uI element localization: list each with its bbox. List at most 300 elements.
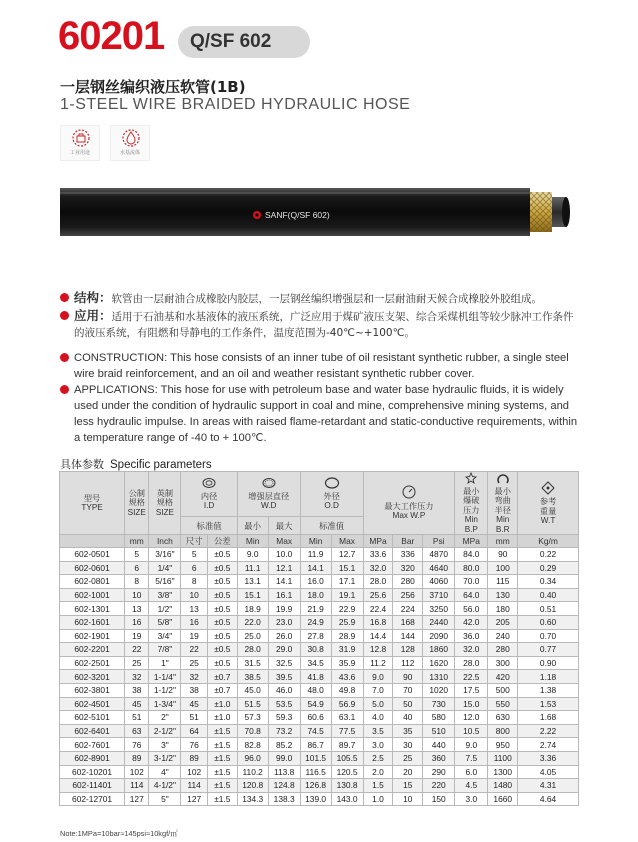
- table-cell: 114: [181, 779, 207, 793]
- table-cell: 59.3: [268, 711, 300, 725]
- table-cell: 25.0: [237, 629, 268, 643]
- table-cell: 630: [488, 711, 518, 725]
- table-cell: 602-11401: [60, 779, 125, 793]
- table-cell: 130: [488, 588, 518, 602]
- table-cell: 13.1: [237, 575, 268, 589]
- table-cell: 102: [125, 765, 149, 779]
- table-cell: 280: [488, 643, 518, 657]
- table-cell: 11.9: [300, 548, 331, 562]
- table-cell: 550: [488, 697, 518, 711]
- table-cell: 0.34: [518, 575, 579, 589]
- table-row: [60, 548, 579, 562]
- table-cell: 51: [125, 711, 149, 725]
- table-cell: 29.0: [268, 643, 300, 657]
- header-weight: 参考 重量 W.T: [518, 472, 579, 535]
- table-cell: 19: [125, 629, 149, 643]
- table-cell: 40: [393, 711, 423, 725]
- table-cell: 70.0: [455, 575, 488, 589]
- table-cell: 23.0: [268, 615, 300, 629]
- unit-note: Note:1MPa=10bar≈145psi≈10kgf/㎡: [60, 829, 178, 838]
- table-cell: 28.0: [455, 656, 488, 670]
- bullet-icon: [60, 293, 69, 302]
- table-cell: 6: [181, 561, 207, 575]
- table-cell: 86.7: [300, 738, 331, 752]
- header-bend-radius: 最小 弯曲 半径 Min B.R: [488, 472, 518, 535]
- table-cell: 16: [125, 615, 149, 629]
- table-cell: 124.8: [268, 779, 300, 793]
- table-cell: 580: [423, 711, 455, 725]
- table-cell: 12.7: [331, 548, 363, 562]
- table-cell: 22: [125, 643, 149, 657]
- table-cell: 138.3: [268, 792, 300, 806]
- table-cell: 602-2501: [60, 656, 125, 670]
- table-cell: 130.8: [331, 779, 363, 793]
- table-cell: 0.40: [518, 588, 579, 602]
- table-cell: 113.8: [268, 765, 300, 779]
- table-cell: 3": [149, 738, 181, 752]
- table-cell: ±0.5: [207, 643, 237, 657]
- table-cell: 39.5: [268, 670, 300, 684]
- table-row: [60, 615, 579, 629]
- table-cell: 602-6401: [60, 724, 125, 738]
- table-cell: 1.53: [518, 697, 579, 711]
- table-cell: 4.0: [363, 711, 393, 725]
- table-cell: ±0.7: [207, 683, 237, 697]
- industrial-use-label: 工业用途: [69, 150, 90, 156]
- table-cell: ±0.7: [207, 670, 237, 684]
- table-cell: 602-1901: [60, 629, 125, 643]
- table-cell: 43.6: [331, 670, 363, 684]
- table-cell: 602-1001: [60, 588, 125, 602]
- table-cell: 74.5: [300, 724, 331, 738]
- table-cell: 3.0: [363, 738, 393, 752]
- table-cell: 27.8: [300, 629, 331, 643]
- hose-print-text: SANF(Q/SF 602): [265, 210, 330, 220]
- table-cell: 16.1: [268, 588, 300, 602]
- table-cell: ±1.0: [207, 697, 237, 711]
- table-cell: 10: [125, 588, 149, 602]
- table-cell: 76: [181, 738, 207, 752]
- bullet-icon: [60, 353, 69, 362]
- table-cell: 3/8": [149, 588, 181, 602]
- table-cell: 602-0601: [60, 561, 125, 575]
- table-cell: ±1.5: [207, 751, 237, 765]
- outer-diameter-icon: [324, 477, 340, 489]
- spec-title: 具体参数 Specific parameters: [60, 458, 212, 471]
- table-cell: 128: [393, 643, 423, 657]
- unit-cell: mm: [125, 535, 149, 548]
- table-cell: 6.0: [455, 765, 488, 779]
- table-cell: 25: [181, 656, 207, 670]
- table-cell: 0.51: [518, 602, 579, 616]
- table-cell: 11.2: [363, 656, 393, 670]
- table-cell: 360: [423, 751, 455, 765]
- table-row: [60, 792, 579, 806]
- table-row: [60, 575, 579, 589]
- table-cell: ±0.5: [207, 615, 237, 629]
- table-cell: 2090: [423, 629, 455, 643]
- table-cell: 3/16": [149, 548, 181, 562]
- table-cell: 280: [393, 575, 423, 589]
- industrial-use-badge: [60, 125, 100, 161]
- table-cell: 73.2: [268, 724, 300, 738]
- table-cell: 57.3: [237, 711, 268, 725]
- table-cell: 90: [488, 548, 518, 562]
- table-cell: 64: [181, 724, 207, 738]
- table-cell: 38.5: [237, 670, 268, 684]
- table-cell: 25.9: [331, 615, 363, 629]
- table-cell: 114: [125, 779, 149, 793]
- table-cell: 28.0: [363, 575, 393, 589]
- table-cell: 1310: [423, 670, 455, 684]
- water-based-fluid-label: 水基流体: [119, 150, 140, 156]
- table-row: [60, 697, 579, 711]
- table-cell: 144: [393, 629, 423, 643]
- table-cell: 602-5101: [60, 711, 125, 725]
- table-row: [60, 643, 579, 657]
- table-cell: 2.22: [518, 724, 579, 738]
- table-cell: 10.5: [455, 724, 488, 738]
- table-cell: 4-1/2": [149, 779, 181, 793]
- table-cell: 14.4: [363, 629, 393, 643]
- table-cell: 22: [181, 643, 207, 657]
- header-burst-pressure: 最小 爆破 压力 Min B.P: [455, 472, 488, 535]
- table-cell: 15.0: [455, 697, 488, 711]
- table-cell: 21.9: [300, 602, 331, 616]
- table-cell: 46.0: [268, 683, 300, 697]
- table-cell: 500: [488, 683, 518, 697]
- table-cell: 25.6: [363, 588, 393, 602]
- unit-cell: Kg/m: [518, 535, 579, 548]
- table-cell: ±0.5: [207, 561, 237, 575]
- header-wire-diameter: 增强层直径 W.D: [237, 472, 300, 517]
- table-cell: 0.29: [518, 561, 579, 575]
- table-cell: 32: [181, 670, 207, 684]
- table-cell: 48.0: [300, 683, 331, 697]
- table-cell: 1620: [423, 656, 455, 670]
- table-cell: 510: [423, 724, 455, 738]
- table-cell: 116.5: [300, 765, 331, 779]
- table-cell: 96.0: [237, 751, 268, 765]
- table-cell: 102: [181, 765, 207, 779]
- unit-cell: MPa: [455, 535, 488, 548]
- table-cell: 45.0: [237, 683, 268, 697]
- table-cell: 440: [423, 738, 455, 752]
- table-cell: 1/4": [149, 561, 181, 575]
- unit-cell: Max: [268, 535, 300, 548]
- table-cell: 22.0: [237, 615, 268, 629]
- table-cell: 5: [181, 548, 207, 562]
- unit-cell: Max: [331, 535, 363, 548]
- table-row: [60, 765, 579, 779]
- table-cell: 18.9: [237, 602, 268, 616]
- table-cell: 89.7: [331, 738, 363, 752]
- table-cell: 134.3: [237, 792, 268, 806]
- pressure-gauge-icon: [401, 485, 417, 499]
- table-cell: 38: [125, 683, 149, 697]
- table-cell: 602-1601: [60, 615, 125, 629]
- unit-cell: Inch: [149, 535, 181, 548]
- table-cell: 290: [423, 765, 455, 779]
- table-cell: 32: [125, 670, 149, 684]
- table-cell: 7/8": [149, 643, 181, 657]
- table-cell: 18.0: [300, 588, 331, 602]
- table-cell: 7.0: [363, 683, 393, 697]
- table-cell: 2-1/2": [149, 724, 181, 738]
- table-cell: 0.90: [518, 656, 579, 670]
- table-cell: 14.1: [300, 561, 331, 575]
- table-cell: 602-1301: [60, 602, 125, 616]
- water-based-fluid-badge: [110, 125, 150, 161]
- table-row: [60, 656, 579, 670]
- table-cell: ±1.5: [207, 779, 237, 793]
- table-cell: 38: [181, 683, 207, 697]
- table-cell: 4870: [423, 548, 455, 562]
- unit-cell: 公差: [207, 535, 237, 548]
- header-working-pressure: 最大工作压力 Max W.P: [363, 472, 455, 535]
- burst-icon: [464, 472, 478, 484]
- table-cell: 320: [393, 561, 423, 575]
- hose-illustration: [60, 166, 580, 258]
- table-cell: 1300: [488, 765, 518, 779]
- table-cell: 127: [181, 792, 207, 806]
- unit-type: [60, 535, 125, 548]
- table-cell: 139.0: [300, 792, 331, 806]
- table-cell: 70: [393, 683, 423, 697]
- table-cell: 2": [149, 711, 181, 725]
- table-cell: 2.5: [363, 751, 393, 765]
- table-row: [60, 751, 579, 765]
- table-row: [60, 602, 579, 616]
- header-size-imperial: 英制 规格 SIZE: [149, 472, 181, 535]
- header-id-standard: 标准值: [181, 517, 237, 535]
- table-cell: 3-1/2": [149, 751, 181, 765]
- table-cell: 143.0: [331, 792, 363, 806]
- table-cell: 77.5: [331, 724, 363, 738]
- table-cell: 9.0: [237, 548, 268, 562]
- table-cell: 35.9: [331, 656, 363, 670]
- table-cell: ±0.5: [207, 656, 237, 670]
- table-cell: 110.2: [237, 765, 268, 779]
- table-cell: 31.5: [237, 656, 268, 670]
- table-cell: 1.38: [518, 683, 579, 697]
- table-cell: 105.5: [331, 751, 363, 765]
- table-cell: ±1.5: [207, 765, 237, 779]
- table-cell: 8: [125, 575, 149, 589]
- table-cell: 13: [125, 602, 149, 616]
- header-wd-max: 最大: [268, 517, 300, 535]
- application-cn: 应用：适用于石油基和水基液体的液压系统，广泛应用于煤矿液压支架、综合采煤机组等较少脉冲工作条件的液压系统，有阻燃和导静电的工作条件，温度范围为-40℃~+100℃。: [60, 308, 580, 341]
- table-cell: 0.22: [518, 548, 579, 562]
- table-cell: 602-10201: [60, 765, 125, 779]
- table-cell: 19: [181, 629, 207, 643]
- table-cell: 25: [393, 751, 423, 765]
- wire-diameter-icon: [261, 477, 277, 489]
- table-cell: 1.0: [363, 792, 393, 806]
- table-cell: 100: [488, 561, 518, 575]
- bend-radius-icon: [496, 472, 510, 484]
- table-row: [60, 711, 579, 725]
- table-cell: 602-7601: [60, 738, 125, 752]
- table-cell: 4060: [423, 575, 455, 589]
- table-cell: 4": [149, 765, 181, 779]
- table-cell: 12.1: [268, 561, 300, 575]
- table-cell: ±1.5: [207, 724, 237, 738]
- table-cell: ±0.5: [207, 588, 237, 602]
- table-cell: 42.0: [455, 615, 488, 629]
- table-cell: 8: [181, 575, 207, 589]
- table-cell: 115: [488, 575, 518, 589]
- unit-cell: Psi: [423, 535, 455, 548]
- table-cell: 35: [393, 724, 423, 738]
- table-cell: 3/4": [149, 629, 181, 643]
- table-cell: 85.2: [268, 738, 300, 752]
- table-row: [60, 683, 579, 697]
- table-cell: 15: [393, 779, 423, 793]
- table-cell: 1.68: [518, 711, 579, 725]
- table-cell: 22.4: [363, 602, 393, 616]
- table-cell: 90: [393, 670, 423, 684]
- table-cell: 9.0: [455, 738, 488, 752]
- table-cell: 602-12701: [60, 792, 125, 806]
- water-based-fluid-icon: [121, 128, 141, 148]
- table-row: [60, 724, 579, 738]
- table-cell: 4.64: [518, 792, 579, 806]
- table-cell: 30.8: [300, 643, 331, 657]
- table-cell: 12.8: [363, 643, 393, 657]
- table-cell: ±0.5: [207, 629, 237, 643]
- table-cell: 220: [423, 779, 455, 793]
- table-cell: 89: [125, 751, 149, 765]
- table-cell: 54.9: [300, 697, 331, 711]
- table-cell: 4.31: [518, 779, 579, 793]
- spec-table-body: [60, 548, 579, 806]
- table-cell: 336: [393, 548, 423, 562]
- table-cell: 70.8: [237, 724, 268, 738]
- table-cell: 51: [181, 711, 207, 725]
- table-cell: 950: [488, 738, 518, 752]
- table-cell: ±0.5: [207, 548, 237, 562]
- table-cell: 5.0: [363, 697, 393, 711]
- applications-en: APPLICATIONS: This hose for use with petroleum base and water base hydraulic fluids, it is widely used under the condition of hydraulic support in coal and mine, comprehensive mining systems, and less hydraulic impulse. In areas with raised flame-retardant and static-conductive requirements, within a temperature range of -40 to + 100℃.: [60, 382, 580, 446]
- table-cell: 28.0: [237, 643, 268, 657]
- header-type: 型号 TYPE: [60, 472, 125, 535]
- table-cell: 730: [423, 697, 455, 711]
- table-row: [60, 629, 579, 643]
- table-cell: 300: [488, 656, 518, 670]
- unit-cell: Min: [237, 535, 268, 548]
- table-cell: 6: [125, 561, 149, 575]
- table-cell: ±1.5: [207, 738, 237, 752]
- table-cell: 5: [125, 548, 149, 562]
- table-cell: 602-3201: [60, 670, 125, 684]
- table-cell: 602-4501: [60, 697, 125, 711]
- table-cell: 50: [393, 697, 423, 711]
- table-cell: 10: [393, 792, 423, 806]
- table-cell: ±0.5: [207, 602, 237, 616]
- sanf-logo-icon: [253, 211, 261, 219]
- table-cell: 22.5: [455, 670, 488, 684]
- table-cell: 3710: [423, 588, 455, 602]
- table-cell: 120.8: [237, 779, 268, 793]
- construction-en: CONSTRUCTION: This hose consists of an inner tube of oil resistant synthetic rubber, a single steel wire braid reinforcement, and an oil and weather resistant synthetic rubber cover.: [60, 350, 580, 382]
- table-cell: 15.1: [237, 588, 268, 602]
- table-cell: 205: [488, 615, 518, 629]
- table-cell: 120.5: [331, 765, 363, 779]
- hose-drawing: [60, 166, 580, 258]
- table-cell: 84.0: [455, 548, 488, 562]
- table-cell: 602-0801: [60, 575, 125, 589]
- table-cell: 7.5: [455, 751, 488, 765]
- table-cell: 240: [488, 629, 518, 643]
- table-cell: 15.1: [331, 561, 363, 575]
- table-cell: 1100: [488, 751, 518, 765]
- table-cell: 150: [423, 792, 455, 806]
- table-cell: 25: [125, 656, 149, 670]
- table-row: [60, 738, 579, 752]
- table-cell: 82.8: [237, 738, 268, 752]
- table-cell: 30: [393, 738, 423, 752]
- table-cell: 1": [149, 656, 181, 670]
- header-outer-diameter: 外径 O.D: [300, 472, 363, 517]
- table-cell: 127: [125, 792, 149, 806]
- header-wd-min: 最小: [237, 517, 268, 535]
- table-cell: 112: [393, 656, 423, 670]
- table-cell: 34.5: [300, 656, 331, 670]
- table-cell: 16: [181, 615, 207, 629]
- table-cell: 3.36: [518, 751, 579, 765]
- table-cell: 51.5: [237, 697, 268, 711]
- table-cell: 602-2201: [60, 643, 125, 657]
- table-cell: 24.9: [300, 615, 331, 629]
- table-cell: 31.9: [331, 643, 363, 657]
- header-inner-diameter: 内径 I.D: [181, 472, 237, 517]
- construction-cn: 结构：软管由一层耐油合成橡胶内胶层，一层钢丝编织增强层和一层耐油耐天候合成橡胶外胶组成。: [60, 290, 580, 307]
- unit-cell: 尺寸: [181, 535, 207, 548]
- table-cell: 180: [488, 602, 518, 616]
- table-cell: 36.0: [455, 629, 488, 643]
- table-cell: 1860: [423, 643, 455, 657]
- table-cell: 17.5: [455, 683, 488, 697]
- table-cell: 1660: [488, 792, 518, 806]
- table-cell: 3.5: [363, 724, 393, 738]
- table-cell: 5": [149, 792, 181, 806]
- table-cell: 20: [393, 765, 423, 779]
- product-title-en: 1-STEEL WIRE BRAIDED HYDRAULIC HOSE: [60, 96, 411, 113]
- table-cell: 168: [393, 615, 423, 629]
- unit-cell: Min: [300, 535, 331, 548]
- table-cell: 56.0: [455, 602, 488, 616]
- table-cell: 1-3/4": [149, 697, 181, 711]
- inner-diameter-icon: [201, 477, 217, 489]
- table-cell: 63.1: [331, 711, 363, 725]
- table-cell: 2.0: [363, 765, 393, 779]
- table-cell: 1-1/4": [149, 670, 181, 684]
- table-cell: 28.9: [331, 629, 363, 643]
- table-cell: 10: [181, 588, 207, 602]
- table-cell: 224: [393, 602, 423, 616]
- table-cell: 33.6: [363, 548, 393, 562]
- table-cell: 2.74: [518, 738, 579, 752]
- table-cell: 63: [125, 724, 149, 738]
- table-cell: 1480: [488, 779, 518, 793]
- table-cell: 0.77: [518, 643, 579, 657]
- table-cell: 1020: [423, 683, 455, 697]
- table-cell: 22.9: [331, 602, 363, 616]
- table-cell: 16.8: [363, 615, 393, 629]
- table-cell: 19.1: [331, 588, 363, 602]
- table-cell: 1.5: [363, 779, 393, 793]
